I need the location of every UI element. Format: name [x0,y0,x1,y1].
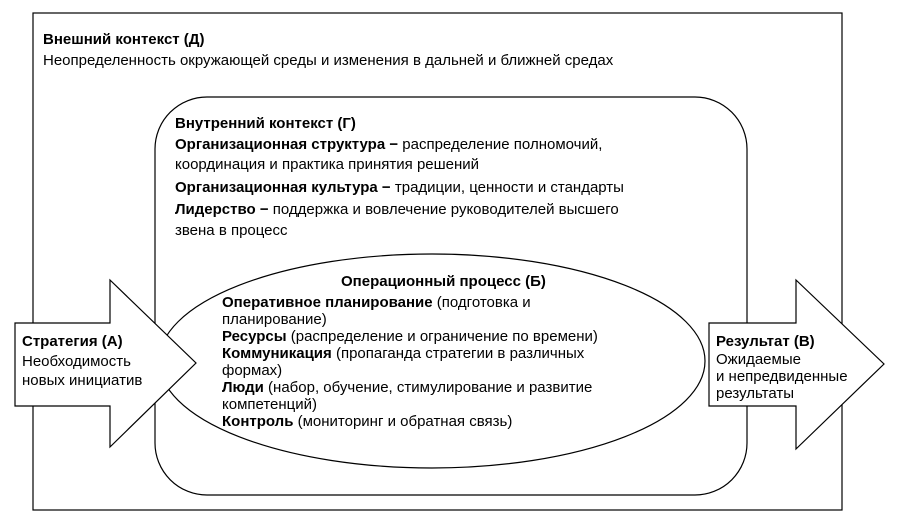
process-item-text: (мониторинг и обратная связь) [293,413,513,430]
process-item-label: Люди [222,379,264,396]
process-item-resources [222,328,598,345]
internal-item-label: Организационная культура [175,179,378,196]
process-item-label: Ресурсы [222,328,287,345]
separator: − [385,136,403,153]
result-line3: результаты [716,385,794,402]
process-item-people-cont: компетенций) [222,396,318,413]
process-item-label: Коммуникация [222,345,332,362]
internal-item-leadership [175,201,619,219]
internal-item-culture [175,179,624,197]
process-item-control [222,413,598,430]
process-item-text: (распределение и ограничение по времени) [286,328,598,345]
result-line2: и непредвиденные [716,368,848,385]
separator: − [377,179,395,196]
process-item-people [222,379,598,396]
process-item-text: (подготовка и [432,294,531,311]
strategy-line2: новых инициатив [22,372,143,389]
process-item-communication [222,345,598,362]
internal-context-title: Внутренний контекст (Г) [175,115,356,132]
process-item-text: (пропаганда стратегии в различных [331,345,585,362]
internal-item-text: традиции, ценности и стандарты [394,179,624,196]
process-items [222,294,598,430]
internal-item-structure-cont: координация и практика принятия решений [175,156,480,173]
separator: − [255,201,273,218]
external-context-title: Внешний контекст (Д) [43,31,205,48]
process-item-communication-cont: формах) [222,362,283,379]
internal-item-structure [175,136,602,154]
process-item-planning-cont: планирование) [222,311,327,328]
internal-item-leadership-cont: звена в процесс [175,222,288,239]
process-item-label: Оперативное планирование [222,294,433,311]
internal-item-label: Лидерство [175,201,256,218]
result-line1: Ожидаемые [716,351,801,368]
strategy-title: Стратегия (А) [22,333,123,350]
process-title: Операционный процесс (Б) [341,273,546,290]
internal-item-label: Организационная структура [175,136,386,153]
process-item-planning [222,294,598,311]
strategy-line1: Необходимость [22,353,131,370]
result-title: Результат (В) [716,333,815,350]
process-item-text: (набор, обучение, стимулирование и развитие [263,379,593,396]
external-context-description: Неопределенность окружающей среды и изменения в дальней и ближней средах [43,52,614,69]
process-item-label: Контроль [222,413,294,430]
internal-item-text: распределение полномочий, [402,136,603,153]
internal-item-text: поддержка и вовлечение руководителей высшего [272,201,619,218]
